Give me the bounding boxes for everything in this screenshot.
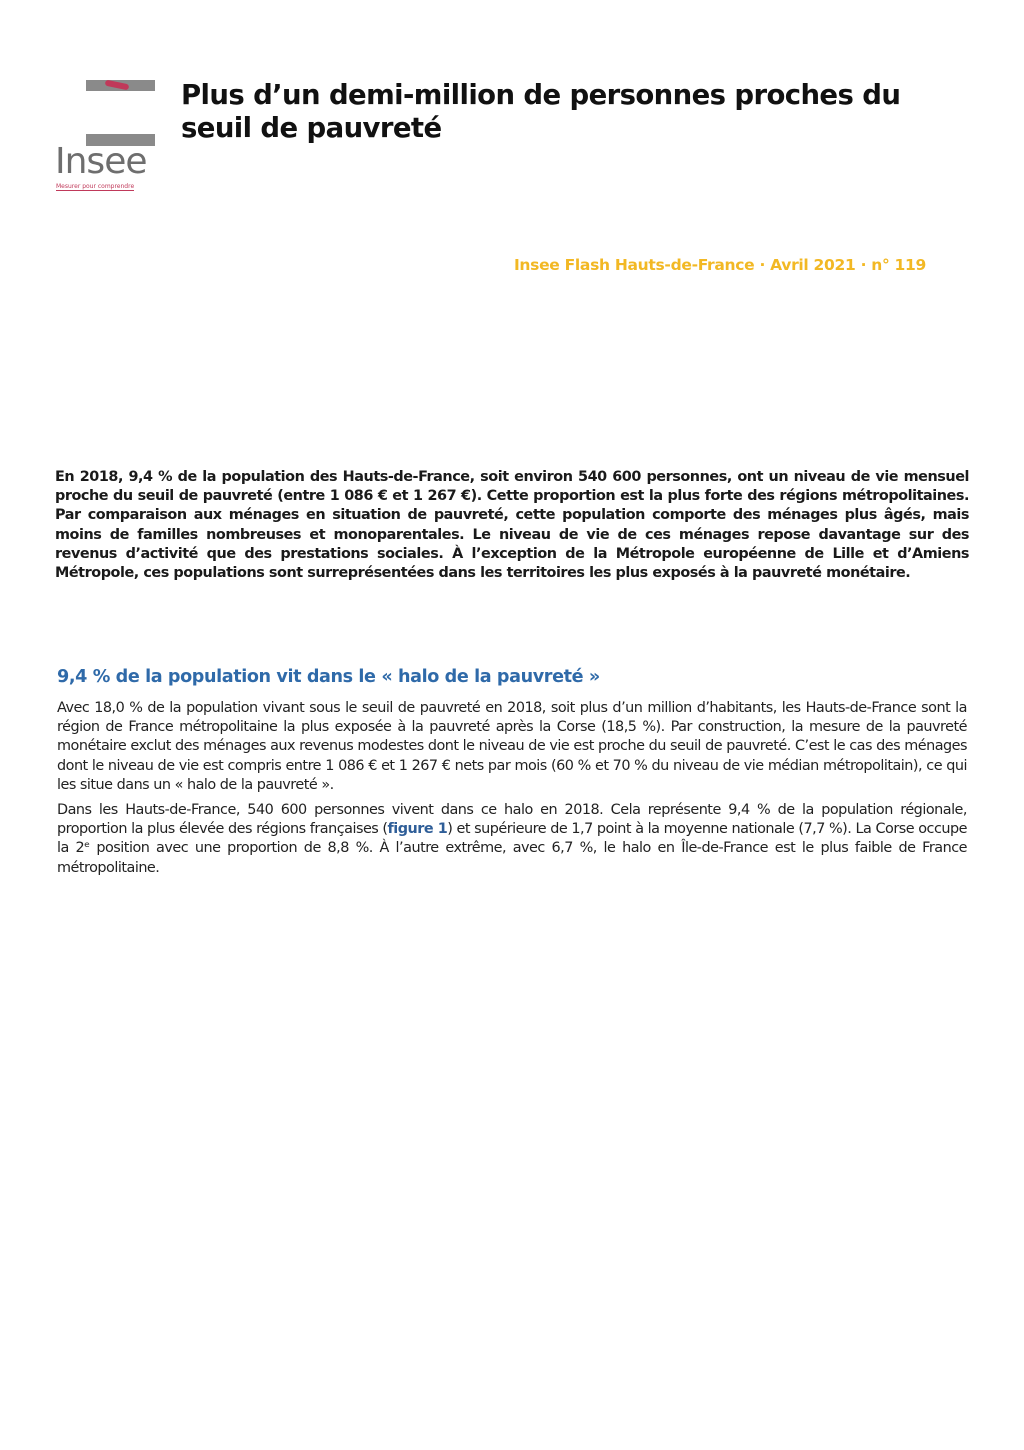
paragraph-2-text-start: Dans les Hauts-de-France, 540 600 personnes vivent dans ce halo en 2018. Cela représente 9,4 % de la population régionale, proportion la plus élevée des régions françaises ( [57,802,967,838]
body-paragraph-2 [57,801,967,878]
paragraph-2-text-end: ) et supérieure de 1,7 point à la moyenne nationale (7,7 %). La Corse occupe la 2ᵉ position avec une proportion de 8,8 %. À l’autre extrême, avec 6,7 %, le halo en Île-de-France est le plus faible de France métropolitaine. [57,821,967,876]
section-heading: 9,4 % de la population vit dans le « halo de la pauvreté » [57,667,600,687]
abstract-paragraph: En 2018, 9,4 % de la population des Hauts-de-France, soit environ 540 600 personnes, ont un niveau de vie mensuel proche du seuil de pauvreté (entre 1 086 € et 1 267 €). Cette proportion est la plus forte des régions métropolitaines. Par comparaison aux ménages en situation de pauvreté, cette population comporte des ménages plus âgés, mais moins de familles nombreuses et monoparentales. Le niveau de vie de ces ménages repose davantage sur des revenus d’activité que des prestations sociales. À l’exception de la Métropole européenne de Lille et d’Amiens Métropole, ces populations sont surreprésentées dans les territoires les plus exposés à la pauvreté monétaire. [55,469,969,582]
logo-tagline: Mesurer pour comprendre [56,183,135,190]
body-paragraph-1: Avec 18,0 % de la population vivant sous le seuil de pauvreté en 2018, soit plus d’un million d’habitants, les Hauts-de-France sont la région de France métropolitaine la plus exposée à la pauvreté après la Corse (18,5 %). Par construction, la mesure de la pauvreté monétaire exclut des ménages aux revenus modestes dont le niveau de vie est proche du seuil de pauvreté. C’est le cas des ménages dont le niveau de vie est compris entre 1 086 € et 1 267 € nets par mois (60 % et 70 % du niveau de vie médian métropolitain), ce qui les situe dans un « halo de la pauvreté ». [57,700,967,793]
logo-wordmark: Insee [55,141,147,182]
page-title: Plus d’un demi-million de personnes proches du seuil de pauvreté [181,79,901,144]
insee-logo [55,78,159,194]
figure-1-link[interactable]: figure 1 [387,821,448,838]
publication-issue: Insee Flash Hauts-de-France · Avril 2021 · n° 119 [513,256,926,274]
